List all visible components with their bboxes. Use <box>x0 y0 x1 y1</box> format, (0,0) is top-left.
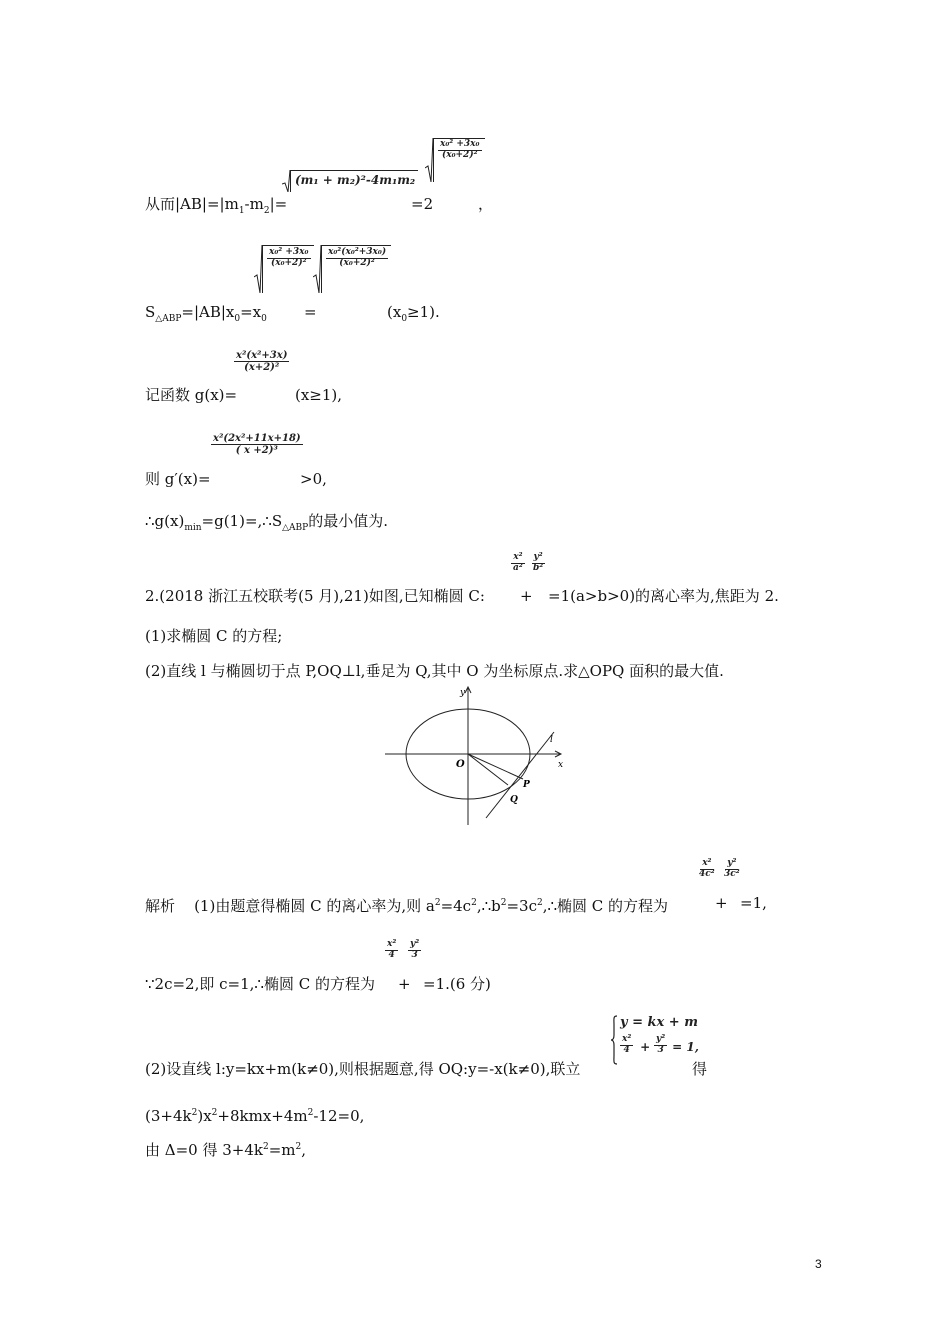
frac1b-num: x₀² +3x₀ <box>269 247 309 257</box>
frac1-den: (x₀+2)² <box>441 149 478 160</box>
frac1 <box>438 140 482 161</box>
ab-sub2: 2 <box>263 206 270 216</box>
label-p: P <box>523 780 530 790</box>
label-o: O <box>456 759 465 770</box>
sol-x-num: x² <box>702 858 712 868</box>
sol1-a: 解析 (1)由题意得椭圆 C 的离心率为,则 a <box>145 897 435 915</box>
sol2-plus: + <box>398 975 411 993</box>
label-x: x <box>558 760 564 770</box>
eq5-a: 由 Δ=0 得 3+4k <box>145 1141 263 1159</box>
gp-den: ( x +2)³ <box>235 445 278 456</box>
sol3-b: 得 <box>692 1060 708 1078</box>
frac2-den: (x₀+2)² <box>339 257 375 268</box>
sol1-sup2: 2 <box>471 898 477 908</box>
s-sub: △ABP <box>155 314 182 324</box>
sol2-x-frac <box>385 940 398 961</box>
tangent-line-l <box>486 732 554 818</box>
s-cond-b: ≥1). <box>407 303 440 321</box>
s-sub0b: 0 <box>261 314 267 324</box>
eq5-sup1: 2 <box>263 1142 269 1152</box>
sol1-line <box>145 894 668 915</box>
eq4-line <box>145 1104 364 1125</box>
min-b: =g(1)=,∴S <box>201 512 283 530</box>
ab-left: 从而|AB|=|m <box>145 195 239 213</box>
sol2-x-num: x² <box>387 939 397 949</box>
sol1-sup3: 2 <box>500 898 507 908</box>
frac2-num: x₀²(x₀²+3x₀) <box>328 247 387 257</box>
sol1-sup1: 2 <box>434 898 441 908</box>
eq4-d: -12=0, <box>313 1107 365 1125</box>
min-c: 的最小值为. <box>308 512 388 530</box>
ell-y-num: y² <box>533 552 543 562</box>
sol1-f: =1, <box>740 894 767 912</box>
q2-part2: (2)直线 l 与椭圆切于点 P,OQ⊥l,垂足为 Q,其中 O 为坐标原点.求△OPQ 面积的最大值. <box>145 662 724 680</box>
s-eq: = <box>304 303 317 321</box>
eq4-c: +8kmx+4m <box>217 1107 308 1125</box>
sol2-y-den: 3 <box>411 949 418 960</box>
system-line1: y = kx + m <box>620 1015 698 1030</box>
gp-num: x²(2x²+11x+18) <box>213 433 301 444</box>
sys-x-den: 4 <box>623 1044 630 1055</box>
ab-comma: ， <box>478 195 494 213</box>
s-line <box>145 303 267 328</box>
min-a: ∴g(x) <box>145 512 185 530</box>
sqrt-m-expression <box>282 170 418 192</box>
label-l: l <box>550 735 553 745</box>
sqrt-m-content: (m₁ + m₂)²-4m₁m₂ <box>290 170 418 192</box>
sys-y-frac <box>654 1035 667 1056</box>
s-cond <box>387 303 440 328</box>
frac1-num: x₀² +3x₀ <box>440 139 480 149</box>
sol-x-den: 4c² <box>699 868 715 879</box>
sol-y-num: y² <box>727 858 737 868</box>
eq4-sup3: 2 <box>307 1108 314 1118</box>
frac1b-den: (x₀+2)² <box>270 257 307 268</box>
sys-x-frac <box>620 1035 633 1056</box>
eq5-c: , <box>301 1141 307 1159</box>
sqrt-frac1b <box>254 245 314 293</box>
sol1-e: ,∴椭圆 C 的方程为 <box>542 897 669 915</box>
sol2-y-num: y² <box>410 939 420 949</box>
ell-x-num: x² <box>513 552 523 562</box>
sys-y-den: 3 <box>657 1044 664 1055</box>
q2-left: 2.(2018 浙江五校联考(5 月),21)如图,已知椭圆 C: <box>145 587 485 605</box>
min-sub: min <box>184 523 202 533</box>
g-num: x²(x²+3x) <box>236 350 288 361</box>
eq4-sup1: 2 <box>191 1108 198 1118</box>
frac1b <box>267 248 311 269</box>
s-left: S <box>145 303 156 321</box>
g-den: (x+2)² <box>244 362 280 373</box>
sol1-plus: + <box>715 894 728 912</box>
eq4-sup2: 2 <box>211 1108 218 1118</box>
ab-mid: -m <box>244 195 264 213</box>
eq5-sup2: 2 <box>295 1142 302 1152</box>
sol2-b: =1.(6 分) <box>423 975 491 993</box>
sol1-b: =4c <box>440 897 472 915</box>
ellipse-figure <box>380 685 575 830</box>
sol3-a: (2)设直线 l:y=kx+m(k≠0),则根据题意,得 OQ:y=-x(k≠0),联立 <box>145 1060 581 1078</box>
sol-x-frac <box>697 859 717 880</box>
eq5-b: =m <box>268 1141 296 1159</box>
q2-plus: + <box>520 587 533 605</box>
q2-right: =1(a>b>0)的离心率为,焦距为 2. <box>548 587 779 605</box>
sys-x-num: x² <box>622 1034 632 1044</box>
ell-y-frac <box>531 553 545 574</box>
min-sub2: △ABP <box>282 523 309 533</box>
sys-y-num: y² <box>656 1034 666 1044</box>
gp-left: 则 g′(x)= <box>145 470 211 488</box>
q2-part1: (1)求椭圆 C 的方程; <box>145 627 283 645</box>
gp-frac <box>211 433 303 456</box>
s-sub0: 0 <box>234 314 241 324</box>
min-line <box>145 512 388 537</box>
sol-y-frac <box>722 859 742 880</box>
ab-sub1: 1 <box>238 206 245 216</box>
sol1-d: =3c <box>506 897 537 915</box>
s-cond-a: (x <box>387 303 402 321</box>
sys-eq: = 1, <box>668 1040 699 1054</box>
eq4-b: )x <box>197 1107 212 1125</box>
s-cond-sub: 0 <box>401 314 408 324</box>
sol1-c: ,∴b <box>476 897 501 915</box>
sqrt-frac2 <box>313 245 391 293</box>
gp-right: >0, <box>300 470 327 488</box>
g-frac <box>234 350 289 373</box>
eq4-a: (3+4k <box>145 1107 192 1125</box>
sol2-y-frac <box>408 940 421 961</box>
label-y: y <box>460 688 466 698</box>
sol-y-den: 3c² <box>724 868 740 879</box>
ell-y-den: b² <box>533 562 544 573</box>
label-q: Q <box>510 795 518 805</box>
s-mid2: =x <box>240 303 262 321</box>
sol2-a: ∵2c=2,即 c=1,∴椭圆 C 的方程为 <box>145 975 375 993</box>
page-number: 3 <box>815 1257 822 1271</box>
s-mid: =|AB|x <box>181 303 235 321</box>
sqrt-frac1 <box>425 138 485 182</box>
eq5-line <box>145 1138 306 1159</box>
system-brace <box>610 1015 618 1065</box>
equation-system <box>610 1015 700 1065</box>
sol1-sup4: 2 <box>536 898 543 908</box>
g-left: 记函数 g(x)= <box>145 386 238 404</box>
ab-eq2: =2 <box>411 195 434 213</box>
ab-line <box>145 195 287 220</box>
ell-x-frac <box>511 553 525 574</box>
sys-plus: + <box>636 1040 655 1054</box>
ab-mid2: |= <box>269 195 288 213</box>
frac2 <box>326 248 388 269</box>
ell-x-den: a² <box>513 562 523 573</box>
sol2-x-den: 4 <box>388 949 395 960</box>
g-cond: (x≥1), <box>295 386 343 404</box>
